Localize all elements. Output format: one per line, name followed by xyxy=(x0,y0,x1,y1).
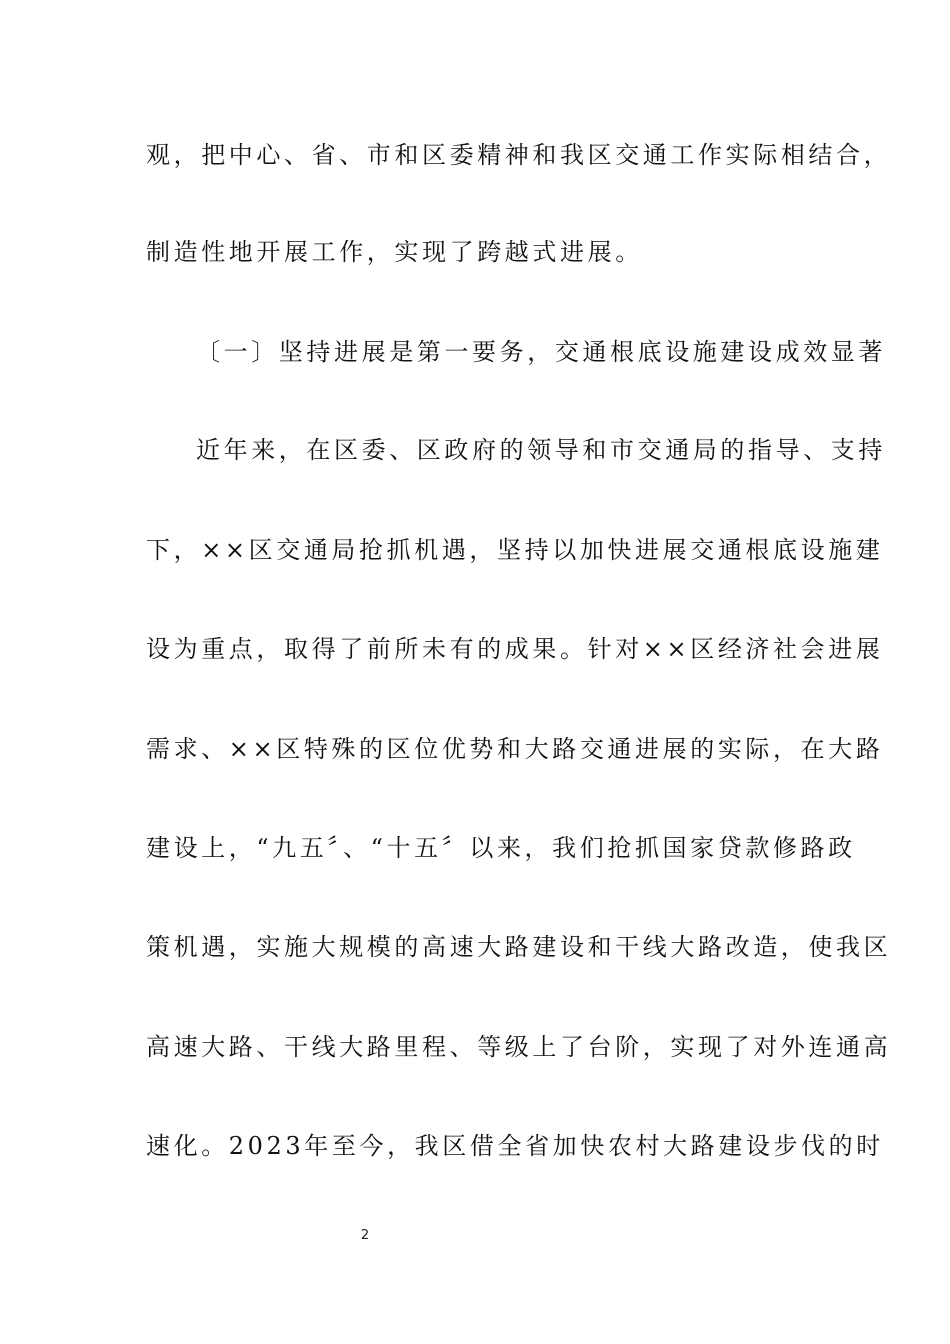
paragraph-line: 需求、××区特殊的区位优势和大路交通进展的实际，在大路 xyxy=(146,735,884,763)
paragraph-line: 设为重点，取得了前所未有的成果。针对××区经济社会进展 xyxy=(146,635,884,663)
paragraph-line: 制造性地开展工作，实现了跨越式进展。 xyxy=(146,238,643,266)
paragraph-line: 策机遇，实施大规模的高速大路建设和干线大路改造，使我区 xyxy=(146,933,892,961)
paragraph-line: 观，把中心、省、市和区委精神和我区交通工作实际相结合， xyxy=(146,141,892,169)
paragraph-line: 建设上，“九五〞、“十五〞以来，我们抢抓国家贷款修路政 xyxy=(146,834,856,862)
paragraph-line: 高速大路、干线大路里程、等级上了台阶，实现了对外连通高 xyxy=(146,1033,892,1061)
section-heading: 〔一〕坚持进展是第一要务，交通根底设施建设成效显著 xyxy=(196,338,886,366)
paragraph-line: 下，××区交通局抢抓机遇，坚持以加快进展交通根底设施建 xyxy=(146,536,884,564)
paragraph-line: 速化。2023年至今，我区借全省加快农村大路建设步伐的时 xyxy=(146,1132,884,1160)
page-number: 2 xyxy=(360,1228,370,1243)
paragraph-line: 近年来，在区委、区政府的领导和市交通局的指导、支持 xyxy=(196,436,886,464)
